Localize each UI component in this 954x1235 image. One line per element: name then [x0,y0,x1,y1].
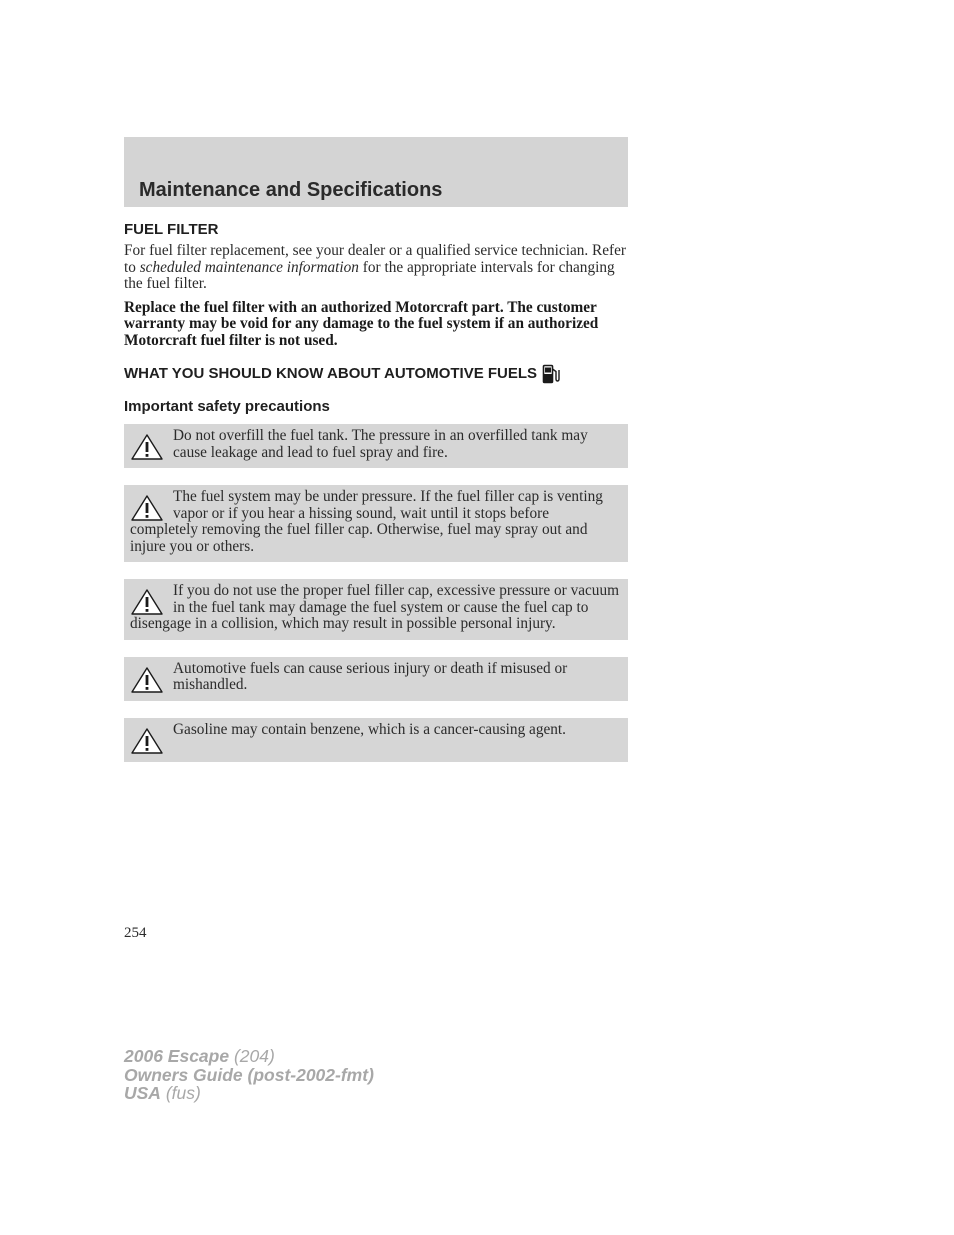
fuel-filter-text-1: For fuel filter replacement, see your dealer or a qualified service technician. Refer to [124,242,627,276]
footer-model-code: (204) [229,1046,275,1066]
automotive-fuels-heading: WHAT YOU SHOULD KNOW ABOUT AUTOMOTIVE FUELS [124,365,538,382]
footer-line-3 [124,1084,374,1103]
fuel-filter-heading: FUEL FILTER [124,221,219,238]
warning-text: Automotive fuels can cause serious injury or death if misused or mishandled. [173,659,568,693]
warning-box-filler-cap [124,579,628,640]
page-number: 254 [124,925,147,941]
section-title: Maintenance and Specifications [139,179,443,201]
warning-box-overfill [124,424,628,468]
motorcraft-notice: Replace the fuel filter with an authorized Motorcraft part. The customer warranty may be void for any damage to the fuel system if an authorized Motorcraft fuel filter is not used. [124,298,599,349]
warning-triangle-icon [130,433,164,461]
warning-triangle-icon [130,494,164,522]
warning-text: The fuel system may be under pressure. If the fuel filler cap is venting vapor or if you hear a hissing sound, wait until it stops before completely removing the fuel filler cap. Otherwise, fuel may spray out and injure you or others. [130,488,603,555]
section-header-band [124,137,628,207]
warning-text: If you do not use the proper fuel filler cap, excessive pressure or vacuum in the fuel tank may damage the fuel system or cause the fuel cap to disengage in a collision, which may result in possible personal injury. [130,582,619,632]
warning-box-pressure [124,485,628,562]
safety-precautions-subheading: Important safety precautions [124,398,330,415]
footer-model: 2006 Escape [124,1046,230,1066]
scheduled-maintenance-reference: scheduled maintenance information [139,258,359,276]
page-content [124,221,628,762]
warning-triangle-icon [130,588,164,616]
fuels-heading-row [124,364,628,384]
warning-box-benzene [124,718,628,762]
footer-line-2 [124,1066,374,1085]
footer-market-code: (fus) [160,1083,201,1103]
warning-text: Do not overfill the fuel tank. The pressure in an overfilled tank may cause leakage and lead to fuel spray and fire. [173,427,588,461]
footer-market: USA [124,1083,161,1103]
warning-box-injury [124,657,628,701]
footer-line-1 [124,1047,374,1066]
fuel-filter-paragraph [124,243,628,293]
footer-guide-type: Owners Guide (post-2002-fmt) [124,1064,374,1085]
fuel-filter-text-2: for the appropriate intervals for changing the fuel filter. [124,258,615,292]
fuel-pump-icon [542,364,560,384]
warning-text: Gasoline may contain benzene, which is a cancer-causing agent. [173,720,566,738]
warning-triangle-icon [130,666,164,694]
document-footer [124,1047,374,1103]
warning-triangle-icon [130,727,164,755]
